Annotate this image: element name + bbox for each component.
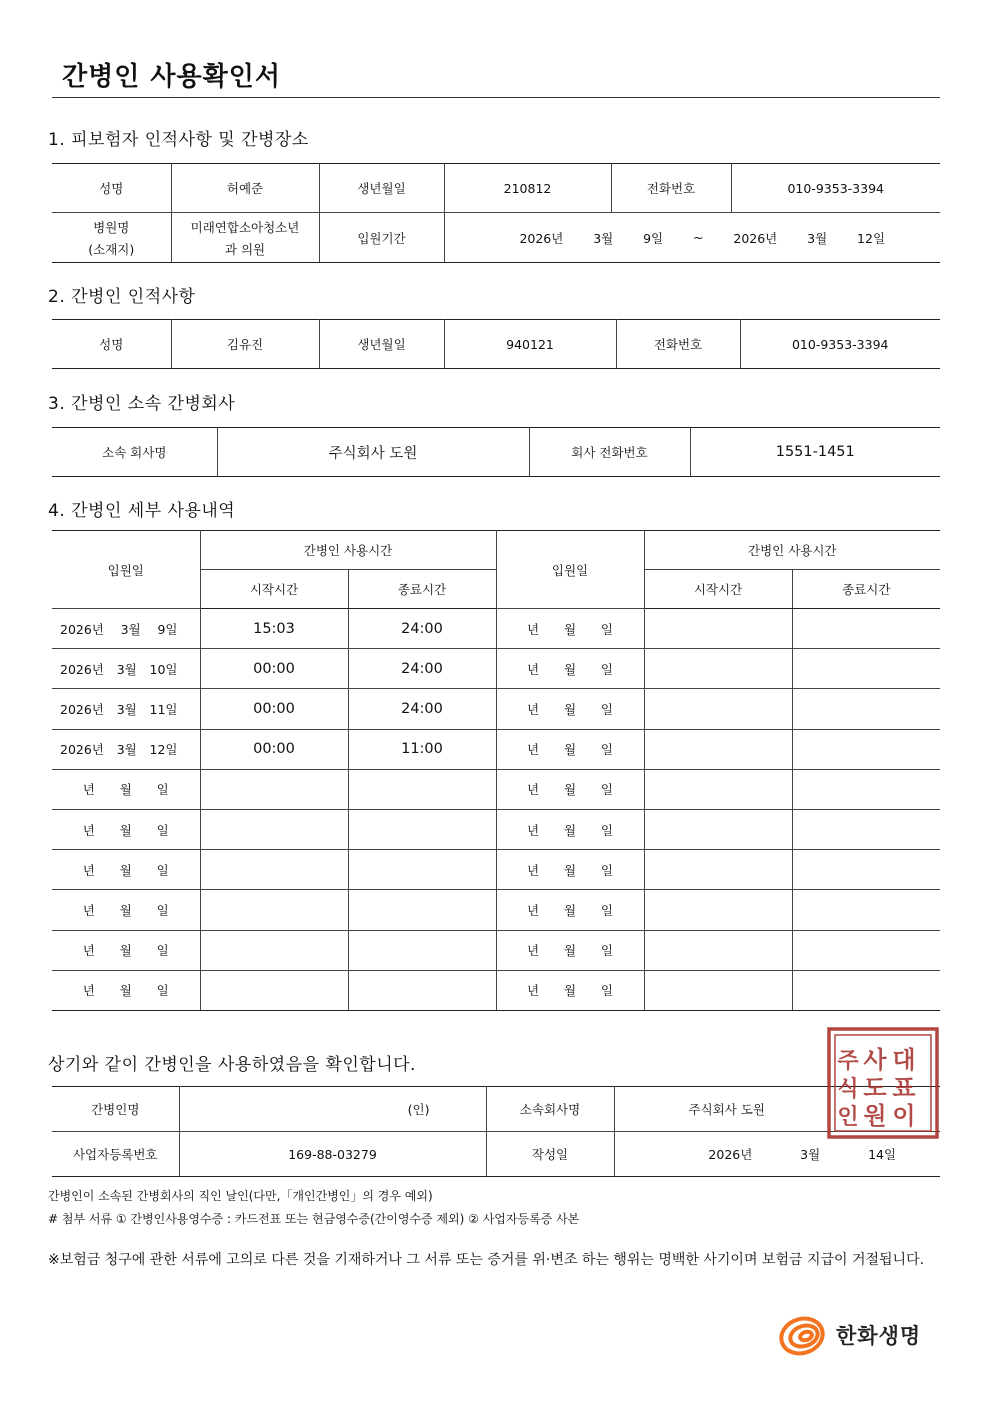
usage-date-blank-right-d: 일	[600, 902, 613, 918]
usage-date-blank-right-d: 일	[600, 701, 613, 717]
fraud-warning: ※보험금 청구에 관한 서류에 고의로 다른 것을 기재하거나 그 서류 또는 증거를 위·변조 하는 행위는 명백한 사기이며 보험금 지급이 거절됩니다.	[48, 1252, 925, 1268]
usage-start-time-right	[644, 769, 792, 809]
usage-date-blank-right-d: 일	[600, 661, 613, 677]
usage-row	[52, 649, 940, 689]
admission-period-label: 입원기간	[319, 213, 444, 263]
usage-end-time-right	[792, 970, 940, 1010]
svg-text:식: 식	[837, 1076, 859, 1102]
period-end-month: 3월	[807, 230, 828, 246]
usage-date-blank-right-m: 월	[563, 943, 577, 959]
usage-start-time: 00:00	[200, 729, 348, 769]
written-month: 3월	[800, 1147, 821, 1162]
usage-end-time-right	[792, 729, 940, 769]
usage-date-blank-right-m: 월	[563, 661, 577, 677]
usage-start-time	[200, 809, 348, 849]
insured-name: 허예준	[171, 164, 319, 213]
usage-row	[52, 930, 940, 970]
company-table	[52, 427, 940, 477]
hanwha-flame-icon	[778, 1312, 830, 1358]
usage-date-blank-right-m: 월	[563, 782, 577, 798]
hospital-name-line1: 미래연합소아청소년	[190, 219, 300, 235]
usage-date-blank-right-y: 년	[527, 621, 540, 637]
svg-text:도: 도	[863, 1073, 887, 1102]
usage-date-blank-d: 일	[156, 983, 169, 999]
svg-text:표: 표	[892, 1073, 916, 1102]
svg-text:이: 이	[892, 1101, 916, 1130]
usage-date-blank-right	[496, 769, 644, 809]
svg-text:대: 대	[892, 1045, 916, 1074]
usage-date-blank-m: 월	[119, 902, 132, 918]
usage-date-blank-right-y: 년	[527, 983, 540, 999]
logo-text: 한화생명	[836, 1324, 922, 1348]
usage-date-blank-right-d: 일	[600, 782, 613, 798]
document-title: 간병인 사용확인서	[62, 62, 281, 92]
period-end-year: 2026년	[733, 230, 778, 246]
usage-end-time-right	[792, 649, 940, 689]
usage-row	[52, 609, 940, 649]
usage-start-time-right	[644, 609, 792, 649]
usage-date-blank-right	[496, 649, 644, 689]
usage-date-blank-right-m: 월	[563, 862, 577, 878]
usage-end-time: 24:00	[348, 649, 496, 689]
usage-date-blank-right-m: 월	[563, 902, 577, 918]
period-start-month: 3월	[593, 230, 614, 246]
usage-end-time-right	[792, 769, 940, 809]
period-separator: ~	[693, 230, 704, 245]
signature-table	[52, 1086, 940, 1177]
usage-date	[52, 649, 200, 689]
usage-date-blank-right-y: 년	[527, 902, 540, 918]
usage-start-time: 15:03	[200, 609, 348, 649]
usage-date-blank-y: 년	[82, 862, 95, 878]
usage-date-blank-right-d: 일	[600, 742, 613, 758]
section-3-heading: 3. 간병인 소속 간병회사	[48, 394, 236, 414]
usage-start-time	[200, 930, 348, 970]
insured-birth-label: 생년월일	[319, 164, 444, 213]
usage-row	[52, 729, 940, 769]
usage-date-blank-m: 월	[119, 862, 132, 878]
usage-date-blank-right	[496, 689, 644, 729]
section-4-heading: 4. 간병인 세부 사용내역	[48, 501, 236, 521]
usage-start-time	[200, 890, 348, 930]
usage-date-blank-right-y: 년	[527, 742, 540, 758]
insured-birth: 210812	[444, 164, 611, 213]
caregiver-name-label: 성명	[52, 320, 171, 369]
company-name-label: 소속 회사명	[52, 428, 217, 477]
hospital-name-line2: 과 의원	[224, 241, 266, 257]
section-1-heading: 1. 피보험자 인적사항 및 간병장소	[48, 130, 309, 150]
usage-start-time-right	[644, 809, 792, 849]
written-date-label: 작성일	[486, 1132, 614, 1177]
usage-date-blank-d: 일	[156, 862, 169, 878]
company-name: 주식회사 도원	[217, 428, 529, 477]
caregiver-sign-cell	[179, 1087, 486, 1132]
usage-date-blank-d: 일	[156, 902, 169, 918]
usage-row	[52, 769, 940, 809]
svg-text:사: 사	[863, 1045, 887, 1074]
title-divider	[52, 97, 940, 98]
usage-date-blank-right	[496, 609, 644, 649]
usage-start-time	[200, 850, 348, 890]
usage-date-blank-m: 월	[119, 943, 132, 959]
company-sign-name: 주식회사 도원	[614, 1087, 940, 1132]
usage-start-time-right	[644, 890, 792, 930]
usage-date	[52, 729, 200, 769]
admission-period	[444, 213, 940, 263]
usage-date-blank	[52, 809, 200, 849]
usage-end-time-right	[792, 890, 940, 930]
usage-start-time: 00:00	[200, 689, 348, 729]
left-date-header: 입원일	[52, 531, 200, 609]
usage-date-blank	[52, 930, 200, 970]
usage-date-blank-m: 월	[119, 782, 132, 798]
usage-end-time	[348, 930, 496, 970]
usage-date-blank-m: 월	[119, 983, 132, 999]
usage-date-blank-right-d: 일	[600, 943, 613, 959]
usage-end-time-right	[792, 850, 940, 890]
usage-row	[52, 850, 940, 890]
hospital-name	[171, 213, 319, 263]
usage-start-time-right	[644, 850, 792, 890]
usage-end-time	[348, 890, 496, 930]
usage-row	[52, 970, 940, 1010]
usage-date-blank-d: 일	[156, 943, 169, 959]
left-start-header: 시작시간	[200, 570, 348, 609]
right-time-header: 간병인 사용시간	[644, 531, 940, 570]
svg-text:원: 원	[863, 1101, 887, 1130]
usage-row	[52, 809, 940, 849]
usage-start-time-right	[644, 729, 792, 769]
usage-end-time-right	[792, 609, 940, 649]
usage-date-blank-right	[496, 930, 644, 970]
right-end-header: 종료시간	[792, 570, 940, 609]
confirmation-text: 상기와 같이 간병인을 사용하였음을 확인합니다.	[48, 1055, 416, 1075]
usage-date	[52, 689, 200, 729]
caregiver-name: 김유진	[171, 320, 319, 369]
usage-end-time-right	[792, 809, 940, 849]
usage-start-time-right	[644, 930, 792, 970]
usage-date-blank	[52, 769, 200, 809]
usage-date-m: 3월	[116, 701, 137, 717]
svg-text:인: 인	[837, 1104, 859, 1130]
written-day: 14일	[868, 1147, 897, 1162]
insured-name-label: 성명	[52, 164, 171, 213]
usage-start-time-right	[644, 689, 792, 729]
usage-date-blank-right	[496, 850, 644, 890]
seal-mark: (인)	[407, 1102, 430, 1117]
note-attachments: # 첨부 서류 ① 간병인사용영수증 : 카드전표 또는 현금영수증(간이영수증 제외) ② 사업자등록증 사본	[48, 1212, 580, 1226]
usage-date-blank	[52, 850, 200, 890]
usage-date-blank-right-m: 월	[563, 822, 577, 838]
usage-date-blank-right-y: 년	[527, 701, 540, 717]
usage-row	[52, 890, 940, 930]
usage-end-time	[348, 809, 496, 849]
usage-date-blank-y: 년	[82, 943, 95, 959]
usage-table	[52, 530, 940, 1011]
usage-end-time-right	[792, 930, 940, 970]
usage-date-y: 2026년	[60, 701, 104, 717]
usage-date-blank-right-y: 년	[527, 943, 540, 959]
section-2-heading: 2. 간병인 인적사항	[48, 287, 196, 307]
biz-no: 169-88-03279	[179, 1132, 486, 1177]
note-seal: 간병인이 소속된 간병회사의 직인 날인(다만,「개인간병인」의 경우 예외)	[48, 1189, 433, 1203]
usage-date-y: 2026년	[60, 621, 104, 637]
usage-date-blank-right-y: 년	[527, 661, 540, 677]
usage-date-blank-right-y: 년	[527, 782, 540, 798]
usage-date-blank	[52, 970, 200, 1010]
caregiver-sign-label: 간병인명	[52, 1087, 179, 1132]
caregiver-table	[52, 319, 940, 369]
usage-date-blank-y: 년	[82, 782, 95, 798]
usage-end-time: 24:00	[348, 689, 496, 729]
usage-date-blank-right-y: 년	[527, 822, 540, 838]
usage-date-blank-right-y: 년	[527, 862, 540, 878]
left-end-header: 종료시간	[348, 570, 496, 609]
period-start-year: 2026년	[519, 230, 564, 246]
usage-date-blank-right-d: 일	[600, 822, 613, 838]
insured-phone-label: 전화번호	[611, 164, 731, 213]
caregiver-phone-label: 전화번호	[616, 320, 740, 369]
usage-date-blank-right-m: 월	[563, 742, 577, 758]
usage-date-blank-right-m: 월	[563, 983, 577, 999]
svg-text:주: 주	[837, 1048, 859, 1074]
usage-date-y: 2026년	[60, 661, 104, 677]
usage-date-blank-right-d: 일	[600, 983, 613, 999]
company-seal-stamp	[826, 1026, 940, 1140]
usage-date-m: 3월	[116, 742, 137, 758]
usage-date-blank-right-d: 일	[600, 862, 613, 878]
written-year: 2026년	[708, 1147, 753, 1162]
usage-date-d: 10일	[149, 661, 178, 677]
hospital-label	[52, 213, 171, 263]
usage-date-blank-d: 일	[156, 822, 169, 838]
usage-date-blank-right-m: 월	[563, 621, 577, 637]
usage-date-blank-y: 년	[82, 822, 95, 838]
usage-date-blank	[52, 890, 200, 930]
usage-end-time	[348, 970, 496, 1010]
right-date-header: 입원일	[496, 531, 644, 609]
usage-start-time-right	[644, 649, 792, 689]
left-time-header: 간병인 사용시간	[200, 531, 496, 570]
usage-date-blank-d: 일	[156, 782, 169, 798]
usage-end-time-right	[792, 689, 940, 729]
usage-date-m: 3월	[116, 661, 137, 677]
usage-date-m: 3월	[120, 621, 141, 637]
period-start-day: 9일	[643, 230, 664, 246]
company-phone-label: 회사 전화번호	[529, 428, 690, 477]
company-sign-label: 소속회사명	[486, 1087, 614, 1132]
usage-start-time	[200, 970, 348, 1010]
biz-no-label: 사업자등록번호	[52, 1132, 179, 1177]
usage-end-time	[348, 769, 496, 809]
caregiver-birth: 940121	[444, 320, 616, 369]
usage-date-blank-y: 년	[82, 983, 95, 999]
usage-date-y: 2026년	[60, 742, 104, 758]
usage-date-d: 9일	[157, 621, 178, 637]
hospital-label-line2: (소재지)	[88, 241, 135, 257]
hospital-label-line1: 병원명	[93, 219, 130, 235]
company-phone: 1551-1451	[690, 428, 940, 477]
usage-date-blank-right	[496, 890, 644, 930]
usage-end-time: 11:00	[348, 729, 496, 769]
usage-start-time	[200, 769, 348, 809]
usage-row	[52, 689, 940, 729]
usage-end-time	[348, 850, 496, 890]
usage-date-blank-right	[496, 809, 644, 849]
caregiver-phone: 010-9353-3394	[740, 320, 940, 369]
usage-date-blank-right-m: 월	[563, 701, 577, 717]
insured-table	[52, 163, 940, 263]
usage-date	[52, 609, 200, 649]
usage-date-blank-right	[496, 970, 644, 1010]
hanwha-life-logo	[778, 1312, 921, 1358]
period-end-day: 12일	[857, 230, 886, 246]
insured-phone: 010-9353-3394	[731, 164, 940, 213]
usage-date-d: 12일	[149, 742, 178, 758]
usage-date-blank-y: 년	[82, 902, 95, 918]
usage-start-time-right	[644, 970, 792, 1010]
usage-end-time: 24:00	[348, 609, 496, 649]
usage-date-blank-m: 월	[119, 822, 132, 838]
usage-date-blank-right	[496, 729, 644, 769]
usage-start-time: 00:00	[200, 649, 348, 689]
caregiver-birth-label: 생년월일	[319, 320, 444, 369]
usage-date-d: 11일	[149, 701, 178, 717]
right-start-header: 시작시간	[644, 570, 792, 609]
usage-date-blank-right-d: 일	[600, 621, 613, 637]
